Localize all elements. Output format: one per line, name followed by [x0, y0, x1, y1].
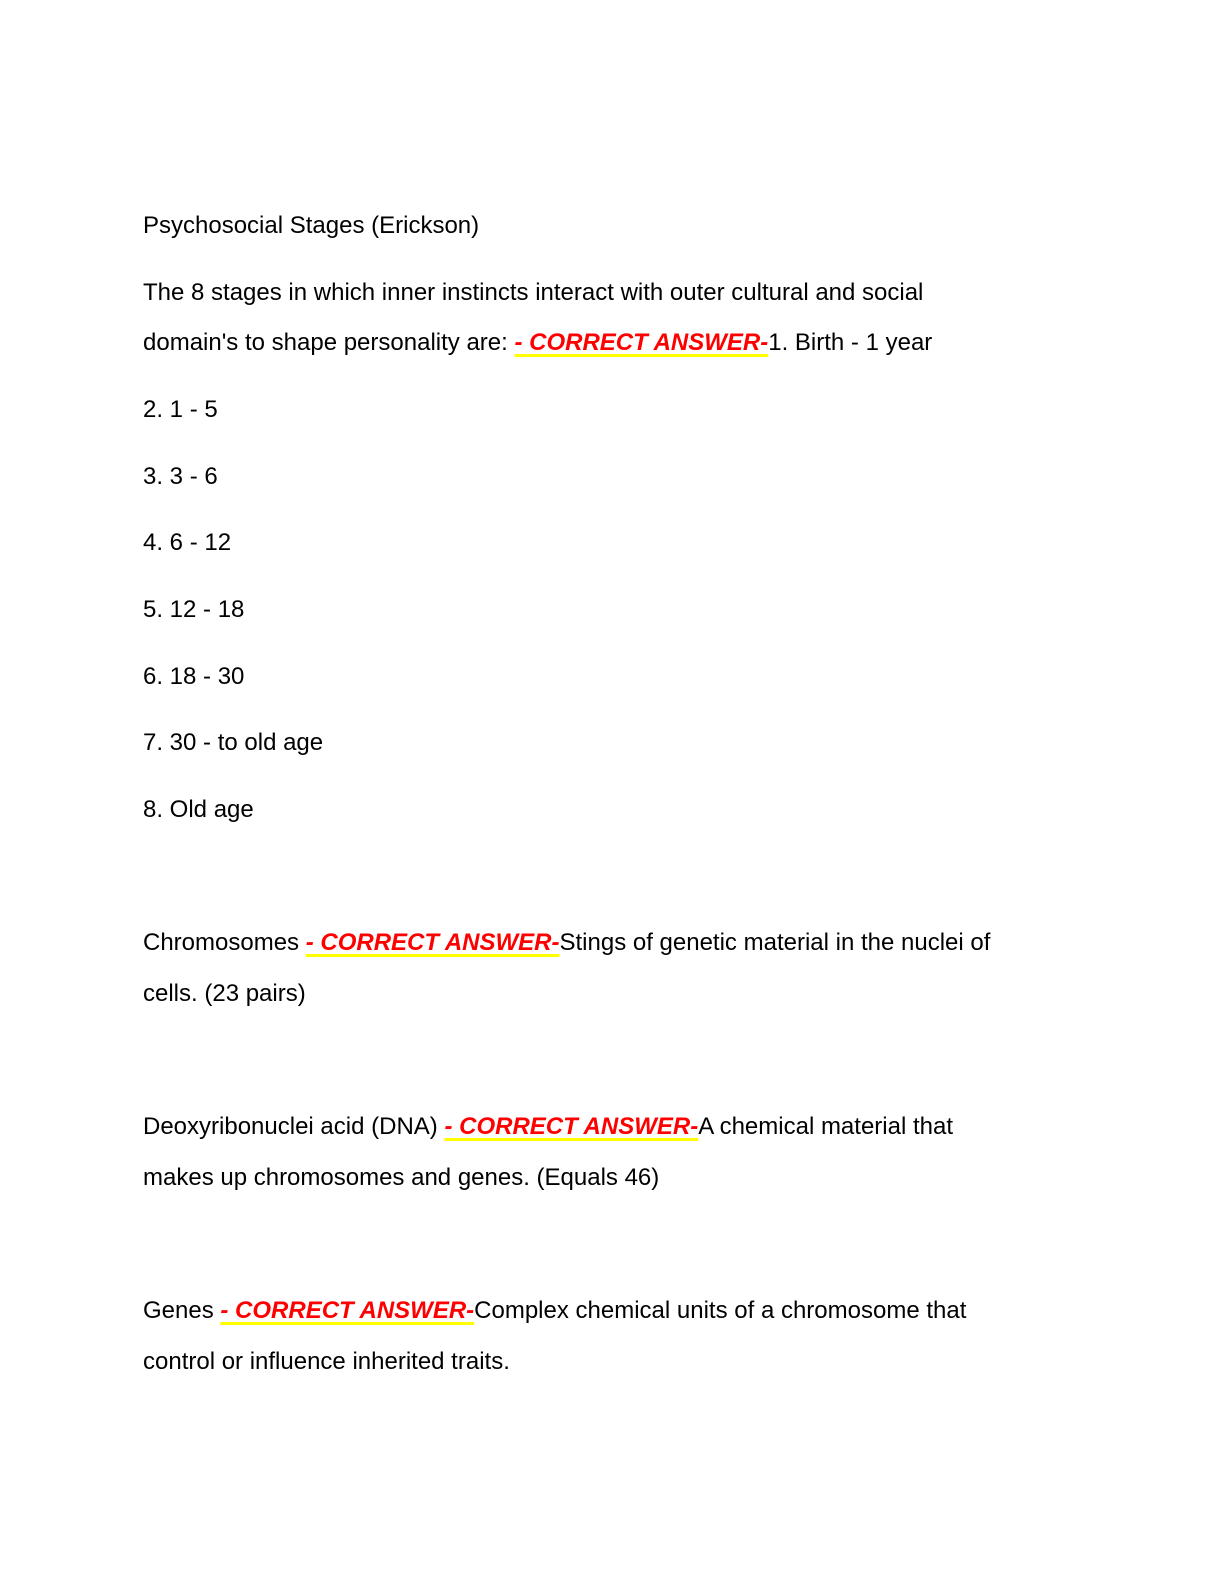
card-1-question-line-1: The 8 stages in which inner instincts interact with outer cultural and social — [143, 279, 924, 306]
correct-answer-marker: - CORRECT ANSWER- — [514, 329, 769, 356]
answer-list-item: 5. 12 - 18 — [143, 596, 245, 623]
card-2-line-1 — [143, 931, 990, 955]
answer-list-item: 7. 30 - to old age — [143, 729, 324, 756]
answer-list-item: 3. 3 - 6 — [143, 463, 218, 490]
card-1-question-text: domain's to shape personality are: — [143, 329, 515, 356]
card-4-answer: Complex chemical units of a chromosome that — [474, 1297, 967, 1324]
card-3-answer: A chemical material that — [698, 1113, 953, 1140]
correct-answer-marker: - CORRECT ANSWER- — [305, 929, 560, 956]
answer-list-item: 6. 18 - 30 — [143, 663, 245, 690]
card-2-answer: Stings of genetic material in the nuclei of — [559, 929, 991, 956]
answer-list-item: 4. 6 - 12 — [143, 529, 232, 556]
card-3-answer-continued: makes up chromosomes and genes. (Equals 46) — [143, 1164, 660, 1191]
card-4-answer-continued: control or influence inherited traits. — [143, 1348, 510, 1375]
answer-list-item: 2. 1 - 5 — [143, 396, 218, 423]
card-1-question-line-2 — [143, 331, 932, 355]
answer-list-item: 8. Old age — [143, 796, 254, 823]
card-2-term: Chromosomes — [143, 929, 306, 956]
card-2-answer-continued: cells. (23 pairs) — [143, 980, 306, 1007]
section-heading: Psychosocial Stages (Erickson) — [143, 212, 480, 239]
card-1-answer-first: 1. Birth - 1 year — [768, 329, 933, 356]
correct-answer-marker: - CORRECT ANSWER- — [444, 1113, 699, 1140]
card-4-term: Genes — [143, 1297, 221, 1324]
card-4-line-1 — [143, 1299, 966, 1323]
card-3-line-1 — [143, 1115, 953, 1139]
card-3-term: Deoxyribonuclei acid (DNA) — [143, 1113, 445, 1140]
correct-answer-marker: - CORRECT ANSWER- — [220, 1297, 475, 1324]
